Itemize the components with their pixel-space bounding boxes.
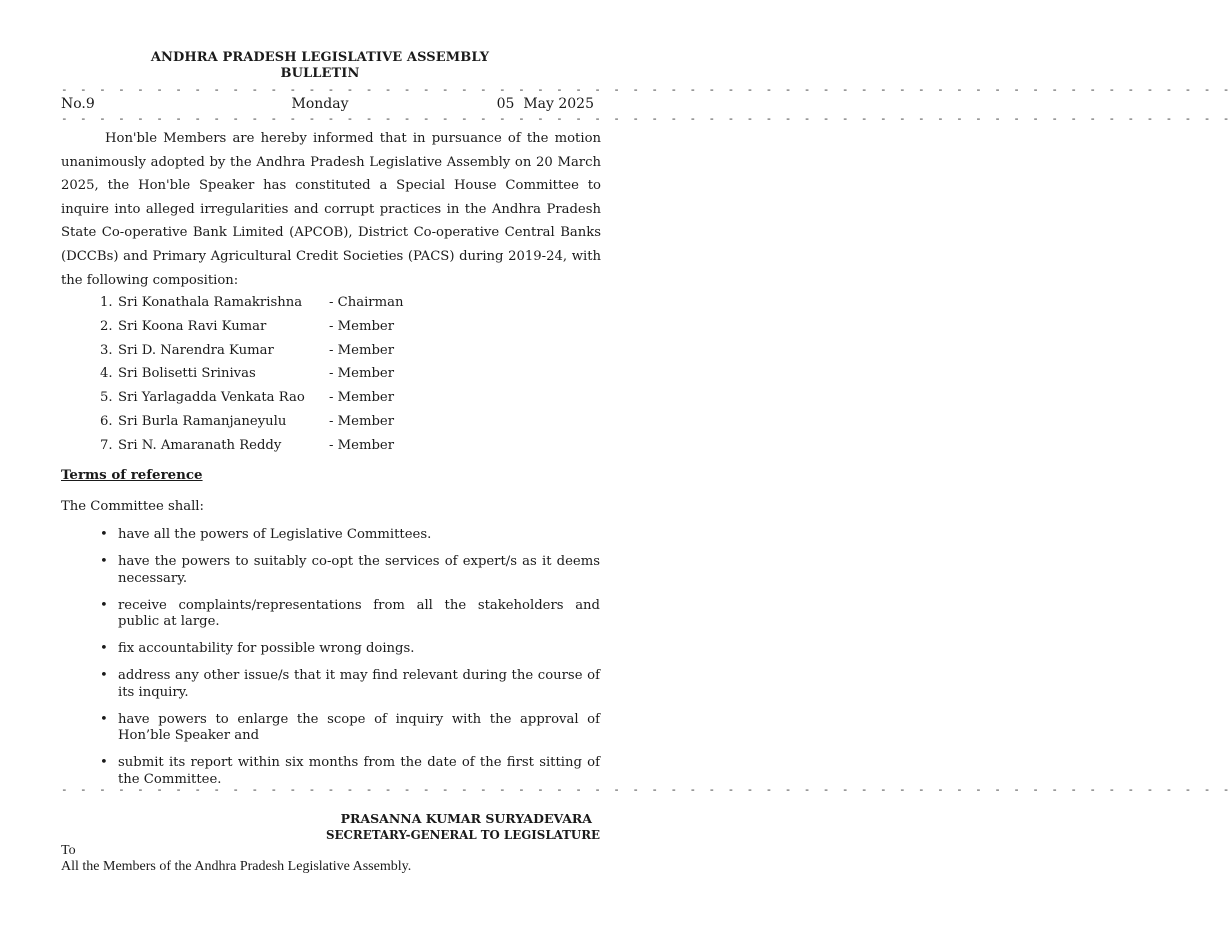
separator-line: - - - - - - - - - - - - - - - - - - - - - - - - - - - - - - - - - - - - - - - - - - - - - - - - - - - - - - - - - - - - - -	[61, 83, 1232, 96]
intro-text: Hon'ble Members are hereby informed that in pursuance of the motion unanimously adopted by the Andhra Pradesh Legislative Assembly on 20 March 2025, the Hon'ble Speaker has constituted a Special House Committee to inquire into alleged irregularities and corrupt practices in the Andhra Pradesh State Co-operative Bank Limited (APCOB), District Co-operative Central Banks (DCCBs) and Primary Agricultural Credit Societies (PACS) during 2019-24, with the following composition:	[61, 131, 601, 288]
assembly-title: ANDHRA PRADESH LEGISLATIVE ASSEMBLY	[150, 50, 490, 65]
member-name: Sri D. Narendra Kumar	[118, 342, 274, 358]
member-name: Sri Burla Ramanjaneyulu	[118, 413, 287, 429]
member-role: - Member	[329, 342, 395, 358]
member-role: - Chairman	[329, 295, 404, 310]
member-name: Sri Yarlagadda Venkata Rao	[118, 390, 305, 406]
term-item	[100, 712, 600, 745]
member-item: 1. Sri Konathala Ramakrishna - Chairman	[100, 291, 480, 315]
term-text: fix accountability for possible wrong doings.	[118, 641, 415, 657]
recipient-address: All the Members of the Andhra Pradesh Legislative Assembly.	[61, 859, 412, 874]
term-text: have all the powers of Legislative Committees.	[118, 527, 432, 542]
term-text: address any other issue/s that it may find relevant during the course of its inquiry.	[118, 668, 600, 700]
committee-member-list	[100, 291, 480, 458]
member-role: - Member	[329, 437, 395, 453]
bullet-icon: •	[100, 668, 108, 684]
terms-list	[100, 527, 600, 799]
member-item: 6. Sri Burla Ramanjaneyulu - Member	[100, 410, 480, 434]
separator-line: - - - - - - - - - - - - - - - - - - - - - - - - - - - - - - - - - - - - - - - - - - - - - - - - - - - - - - - - - - - - - -	[61, 783, 1232, 796]
member-role: - Member	[329, 318, 395, 334]
term-text: have powers to enlarge the scope of inquiry with the approval of Hon’ble Speaker and	[118, 711, 600, 744]
bullet-icon: •	[100, 641, 108, 657]
bulletin-date: 05 May 2025	[496, 96, 594, 112]
signatory-designation: SECRETARY-GENERAL TO LEGISLATURE	[326, 828, 600, 842]
bullet-icon: •	[100, 597, 108, 613]
member-name: Sri Koona Ravi Kumar	[118, 318, 267, 334]
bulletin-subtitle: BULLETIN	[280, 66, 360, 81]
term-text: receive complaints/representations from all the stakeholders and public at large.	[118, 597, 600, 630]
term-text: submit its report within six months from the date of the first sitting of the Committee.	[118, 755, 600, 787]
terms-of-reference-heading: Terms of reference	[61, 467, 203, 483]
member-item: 3. Sri D. Narendra Kumar - Member	[100, 339, 480, 363]
member-role: - Member	[329, 413, 395, 429]
separator-line: - - - - - - - - - - - - - - - - - - - - - - - - - - - - - - - - - - - - - - - - - - - - - - - - - - - - - - - - - - - - - -	[61, 112, 1232, 125]
member-name: Sri N. Amaranath Reddy	[118, 437, 282, 453]
term-item	[100, 527, 600, 544]
member-role: - Member	[329, 366, 395, 382]
recipient-label: To	[61, 843, 76, 858]
term-text: have the powers to suitably co-opt the services of expert/s as it deems necessary.	[118, 553, 600, 586]
term-item	[100, 598, 600, 631]
bullet-icon: •	[100, 527, 108, 542]
bullet-icon: •	[100, 711, 108, 727]
member-name: Sri Konathala Ramakrishna	[118, 295, 303, 310]
terms-intro: The Committee shall:	[61, 499, 204, 514]
bullet-icon: •	[100, 553, 108, 569]
bullet-icon: •	[100, 755, 108, 771]
member-name: Sri Bolisetti Srinivas	[118, 366, 256, 382]
bulletin-day: Monday	[291, 96, 349, 112]
term-item	[100, 668, 600, 701]
intro-paragraph	[61, 127, 601, 292]
member-role: - Member	[329, 390, 395, 406]
member-item: 5. Sri Yarlagadda Venkata Rao - Member	[100, 386, 480, 410]
term-item	[100, 641, 600, 658]
term-item	[100, 554, 600, 587]
bulletin-number: No.9	[61, 96, 95, 112]
member-item: 7. Sri N. Amaranath Reddy - Member	[100, 434, 480, 458]
signatory-name: PRASANNA KUMAR SURYADEVARA	[340, 811, 592, 826]
member-item: 2. Sri Koona Ravi Kumar - Member	[100, 315, 480, 339]
member-item: 4. Sri Bolisetti Srinivas - Member	[100, 362, 480, 386]
